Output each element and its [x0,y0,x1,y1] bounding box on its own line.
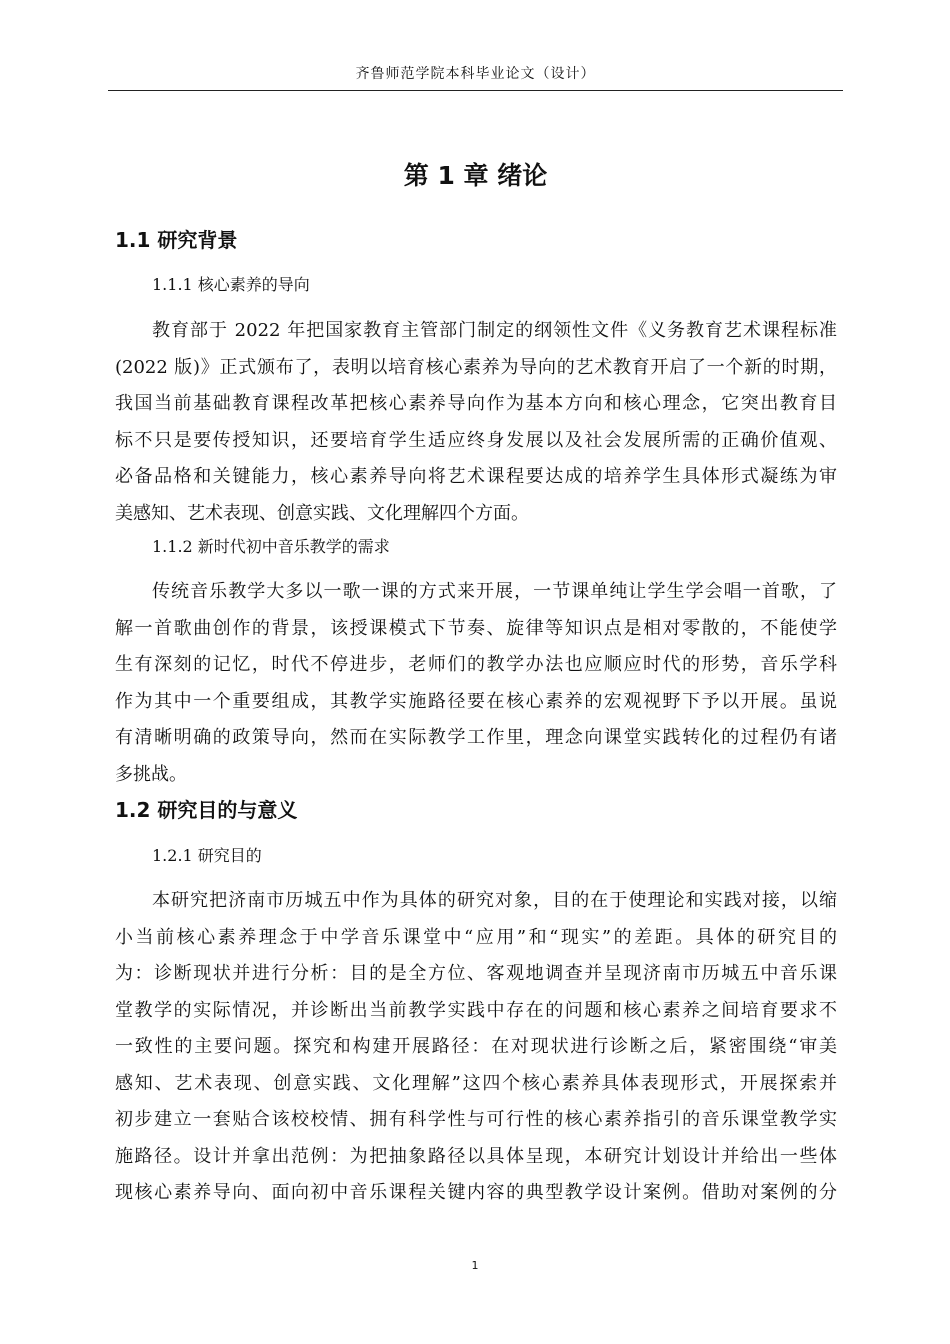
text-line: 初步建立一套贴合该校校情、拥有科学性与可行性的核心素养指引的音乐课堂教学实 [115,1109,837,1130]
paragraph-research-purpose [115,883,837,1212]
section-heading-1-2: 1.2 研究目的与意义 [115,798,298,822]
subsection-heading-1-2-1: 1.2.1 研究目的 [152,846,262,865]
text-line: 多挑战。 [115,763,187,785]
text-line: 现核心素养导向、面向初中音乐课程关键内容的典型教学设计案例。借助对案例的分 [115,1182,837,1203]
text-line: 教育部于 2022 年把国家教育主管部门制定的纲领性文件《义务教育艺术课程标准 [152,320,837,341]
text-line: 我国当前基础教育课程改革把核心素养导向作为基本方向和核心理念，它突出教育目 [115,393,837,414]
text-line: 美感知、艺术表现、创意实践、文化理解四个方面。 [115,502,529,524]
text-line: 感知、艺术表现、创意实践、文化理解”这四个核心素养具体表现形式，开展探索并 [115,1072,837,1094]
text-line: 作为其中一个重要组成，其教学实施路径要在核心素养的宏观视野下予以开展。虽说 [115,690,837,712]
text-line: 为：诊断现状并进行分析：目的是全方位、客观地调查并呈现济南市历城五中音乐课 [115,963,837,984]
text-line: 本研究把济南市历城五中作为具体的研究对象，目的在于使理论和实践对接，以缩 [152,890,837,911]
chapter-title: 第 1 章 绪论 [403,161,548,190]
text-line: 有清晰明确的政策导向，然而在实际教学工作里，理念向课堂实践转化的过程仍有诸 [115,727,837,748]
text-line: 传统音乐教学大多以一歌一课的方式来开展，一节课单纯让学生学会唱一首歌，了 [152,581,837,602]
text-line: (2022 版)》正式颁布了，表明以培育核心素养为导向的艺术教育开启了一个新的时期， [115,356,837,378]
subsection-heading-1-1-2: 1.1.2 新时代初中音乐教学的需求 [152,537,390,556]
text-line: 堂教学的实际情况，并诊断出当前教学实践中存在的问题和核心素养之间培育要求不 [115,999,837,1021]
text-line: 施路径。设计并拿出范例：为把抽象路径以具体呈现，本研究计划设计并给出一些体 [115,1145,837,1167]
section-heading-1-1: 1.1 研究背景 [115,228,238,252]
page-number: 1 [471,1259,479,1272]
running-header [108,64,843,91]
subsection-heading-1-1-1: 1.1.1 核心素养的导向 [152,275,310,294]
text-line: 小当前核心素养理念于中学音乐课堂中“应用”和“现实”的差距。具体的研究目的 [115,926,837,948]
text-line: 生有深刻的记忆，时代不停进步，老师们的教学办法也应顺应时代的形势，音乐学科 [115,654,837,675]
text-line: 解一首歌曲创作的背景，该授课模式下节奏、旋律等知识点是相对零散的，不能使学 [115,617,837,639]
text-line: 必备品格和关键能力，核心素养导向将艺术课程要达成的培养学生具体形式凝练为审 [115,466,837,487]
text-line: 标不只是要传授知识，还要培育学生适应终身发展以及社会发展所需的正确价值观、 [115,429,837,451]
text-line: 一致性的主要问题。探究和构建开展路径：在对现状进行诊断之后，紧密围绕“审美 [115,1036,837,1057]
paragraph-new-era-needs [115,574,837,793]
paragraph-core-literacy [115,313,837,532]
header-text: 齐鲁师范学院本科毕业论文（设计） [355,66,596,82]
